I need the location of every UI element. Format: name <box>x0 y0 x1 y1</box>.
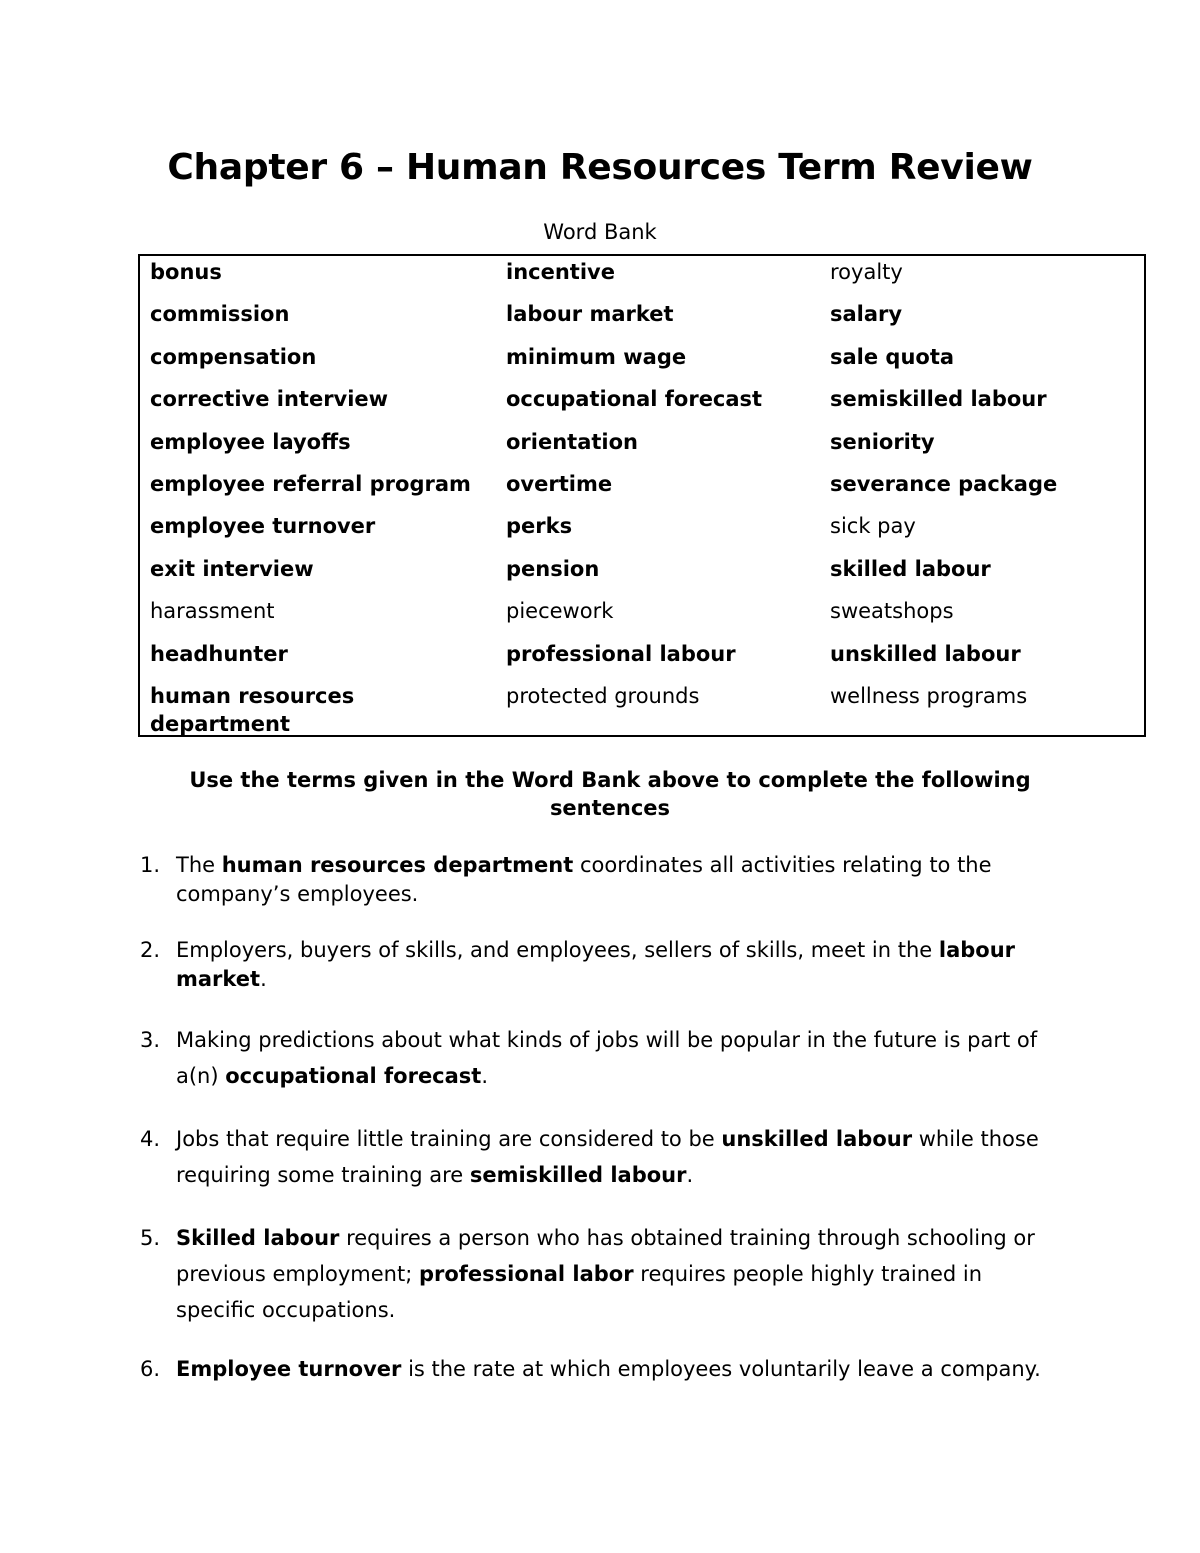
answer-term: occupational forecast <box>225 1064 482 1088</box>
sentence-fragment: requires a person who has obtained training through schooling or previous employment; <box>176 1226 1035 1286</box>
word-bank-term: human resources department <box>150 684 355 736</box>
word-bank-term: sale quota <box>830 344 955 369</box>
question-number: 1. <box>140 853 161 877</box>
word-bank-term: royalty <box>830 260 903 284</box>
word-bank-term: sick pay <box>830 514 916 539</box>
word-bank-term: sweatshops <box>830 599 954 624</box>
question-number: 3. <box>140 1028 161 1052</box>
word-bank-term: severance package <box>830 472 1058 496</box>
word-bank-term: semiskilled labour <box>830 387 1047 412</box>
word-bank-term: incentive <box>506 260 615 284</box>
word-bank-term: compensation <box>150 344 317 369</box>
question-number: 2. <box>140 938 161 962</box>
word-bank-term: exit interview <box>150 556 314 581</box>
word-bank-term: labour market <box>506 302 674 327</box>
answer-term: labour market <box>176 938 1016 991</box>
word-bank-term: orientation <box>506 429 638 454</box>
sentence-fragment: while those requiring some training are <box>176 1127 1039 1187</box>
instruction-text: Use the terms given in the Word Bank above to complete the following sentences <box>189 768 1031 820</box>
question-text <box>176 851 1066 909</box>
question-text <box>176 1022 1066 1094</box>
word-bank-term: corrective interview <box>150 387 389 412</box>
sentence-fragment: coordinates all activities relating to the company’s employees. <box>176 853 992 906</box>
word-bank-term: protected grounds <box>506 684 700 708</box>
word-bank-term: salary <box>830 302 903 327</box>
question-text <box>176 1121 1066 1193</box>
word-bank-term: perks <box>506 514 573 539</box>
answer-term: Skilled labour <box>176 1226 340 1250</box>
word-bank-term: employee turnover <box>150 514 376 539</box>
question-text <box>176 1220 1066 1328</box>
sentence-fragment: The <box>176 853 222 877</box>
sentence-fragment: Jobs that require little training are considered to be <box>176 1127 722 1151</box>
answer-term: unskilled labour <box>721 1127 913 1151</box>
sentence-fragment: requires people highly trained in specific occupations. <box>176 1262 983 1322</box>
question-number: 6. <box>140 1357 161 1381</box>
sentence-fragment: is the rate at which employees voluntarily leave a company. <box>401 1357 1041 1381</box>
answer-term: semiskilled labour <box>469 1163 687 1187</box>
answer-term: human resources department <box>221 853 574 877</box>
question-number: 5. <box>140 1226 161 1250</box>
question-text <box>176 1355 1066 1384</box>
word-bank-term: wellness programs <box>830 684 1028 708</box>
word-bank-term: overtime <box>506 472 613 496</box>
word-bank-term: commission <box>150 302 290 327</box>
sentence-fragment: . <box>481 1064 489 1088</box>
word-bank-term: occupational forecast <box>506 387 763 412</box>
word-bank-term: minimum wage <box>506 344 687 369</box>
sentence-fragment: Employers, buyers of skills, and employees, sellers of skills, meet in the <box>176 938 939 962</box>
word-bank-term: piecework <box>506 599 614 624</box>
question-text <box>176 936 1066 994</box>
sentence-fragment: Making predictions about what kinds of jobs will be popular in the future is part of a(n) <box>176 1028 1038 1088</box>
answer-term: professional labor <box>418 1262 634 1286</box>
word-bank-term: headhunter <box>150 641 288 666</box>
word-bank-term: professional labour <box>506 641 736 666</box>
sentence-fragment: . <box>260 967 267 991</box>
word-bank-term: pension <box>506 556 600 581</box>
word-bank-label: Word Bank <box>543 220 657 244</box>
word-bank-term: harassment <box>150 599 275 624</box>
word-bank-term: employee layoffs <box>150 429 351 454</box>
word-bank-term: unskilled labour <box>830 641 1021 666</box>
word-bank-term: bonus <box>150 260 222 284</box>
page-title: Chapter 6 – Human Resources Term Review <box>167 147 1033 188</box>
question-number: 4. <box>140 1127 161 1151</box>
word-bank-term: skilled labour <box>830 556 991 581</box>
sentence-fragment: . <box>686 1163 694 1187</box>
word-bank-term: employee referral program <box>150 472 471 496</box>
answer-term: Employee turnover <box>176 1357 402 1381</box>
word-bank-table <box>138 254 1146 737</box>
word-bank-term: seniority <box>830 429 935 454</box>
